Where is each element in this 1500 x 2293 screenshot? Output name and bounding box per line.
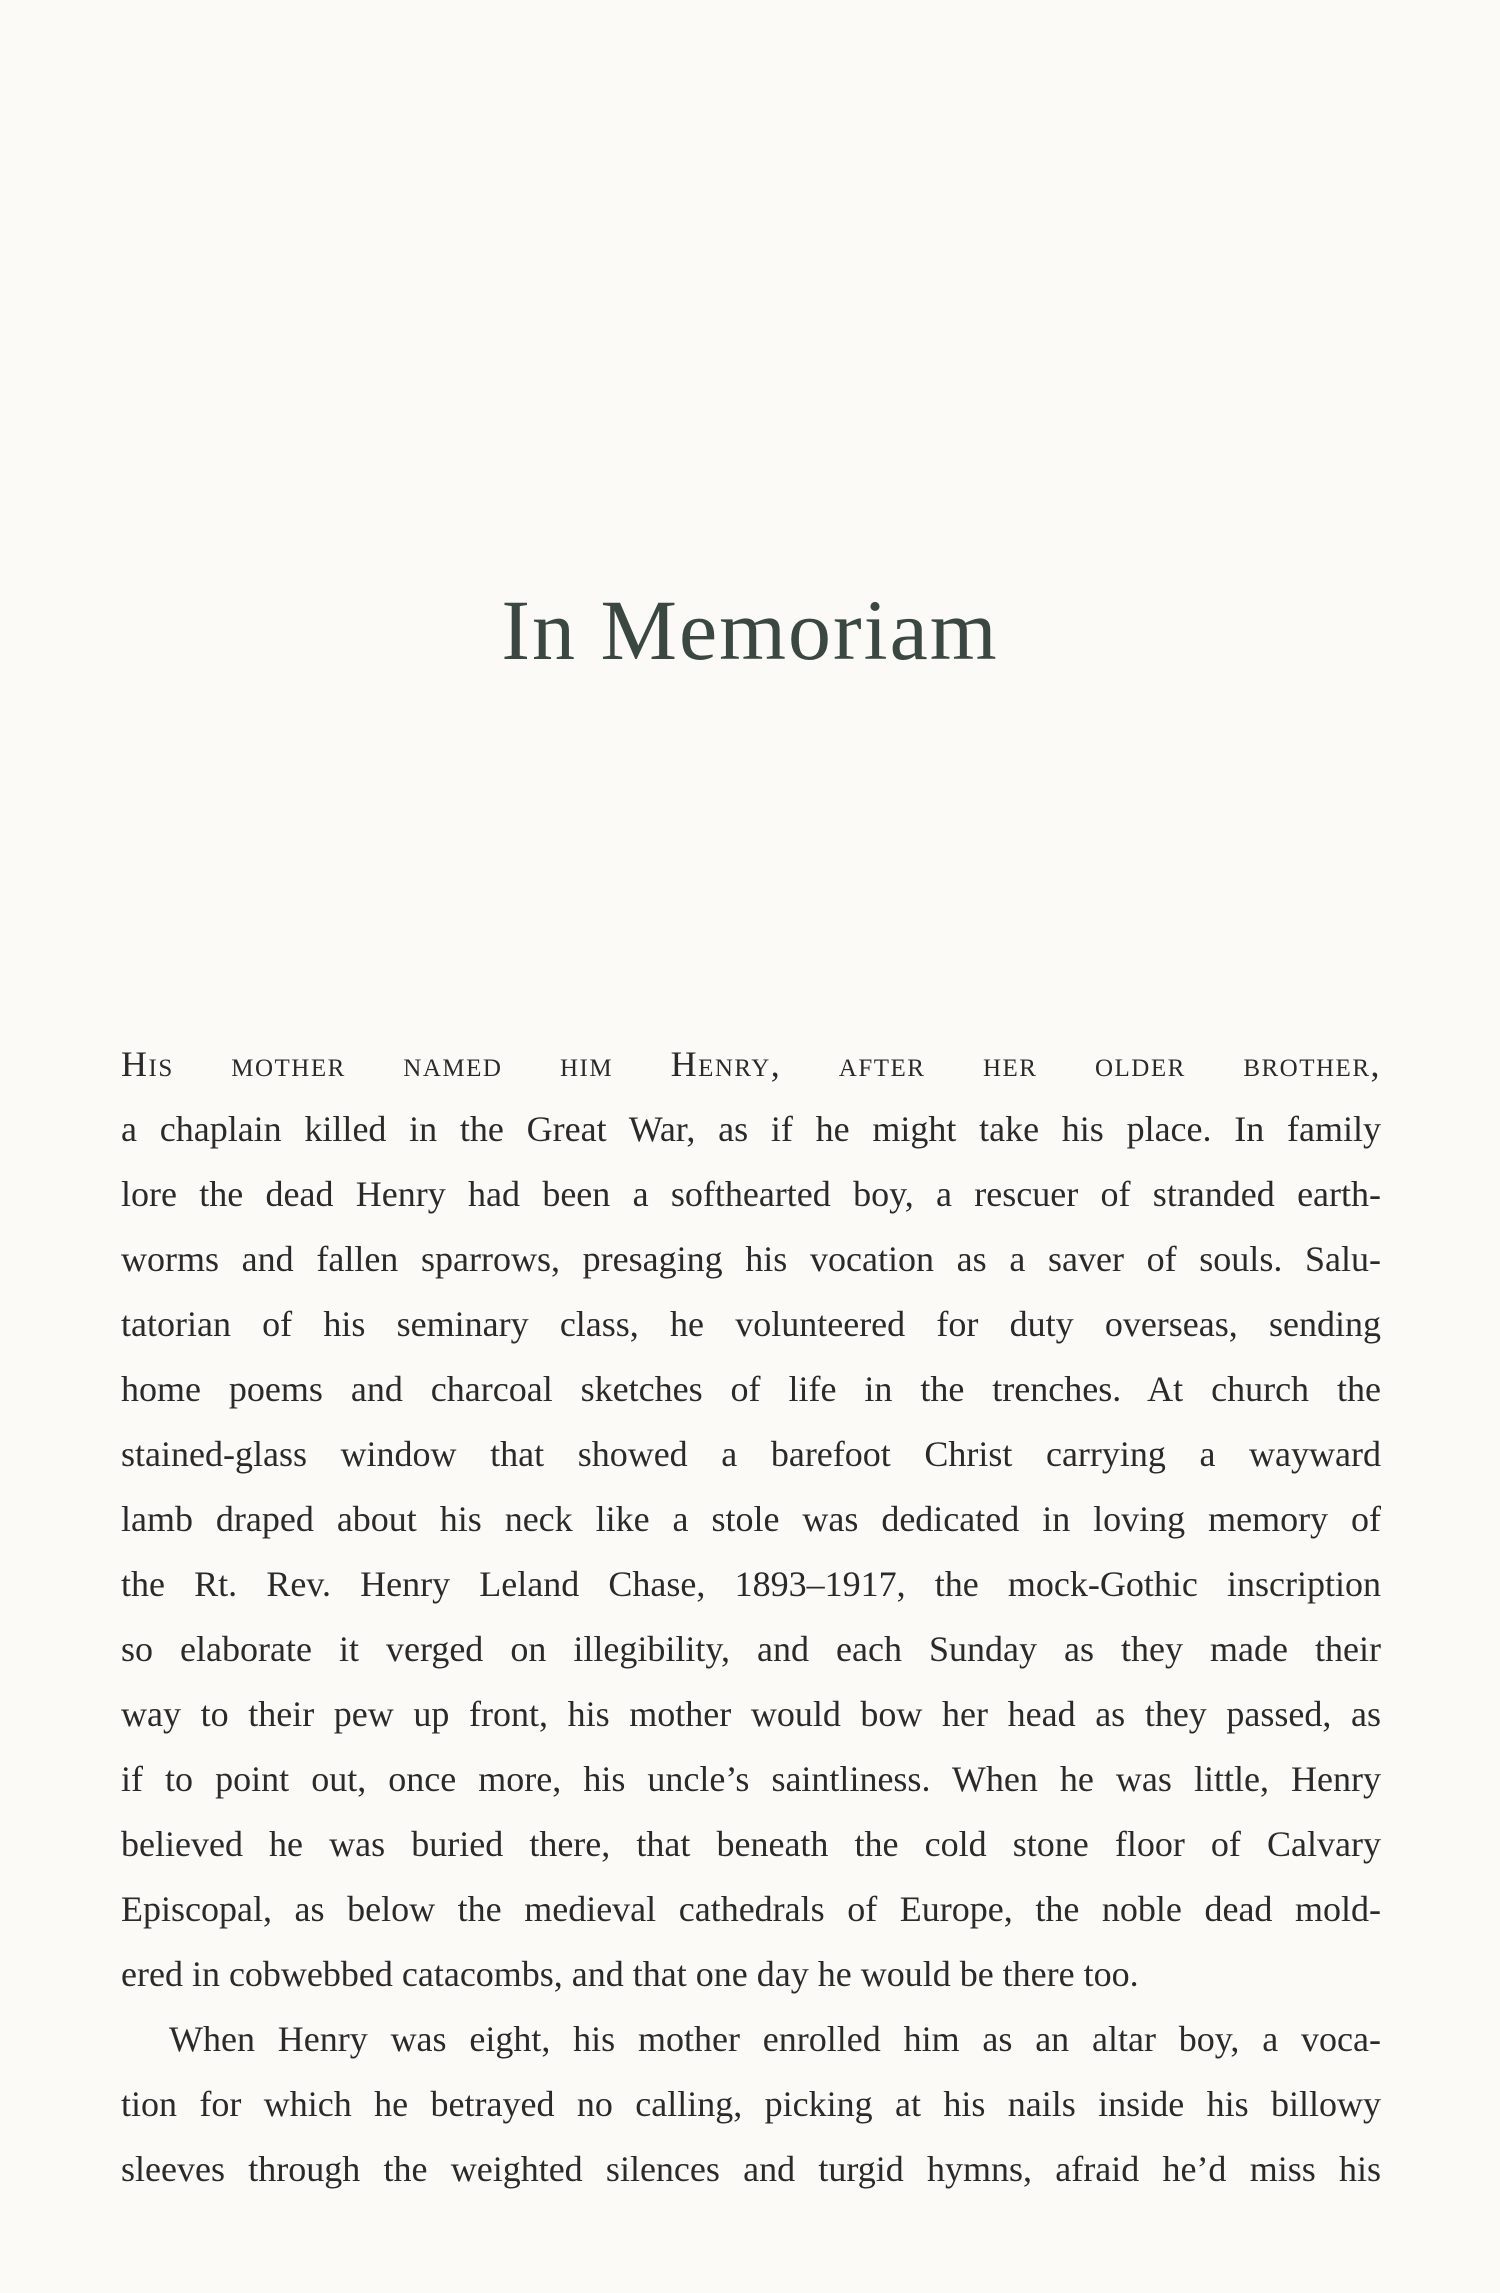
text-line: the Rt. Rev. Henry Leland Chase, 1893–1917, the mock-Gothic inscription xyxy=(121,1564,1381,1604)
paragraph-2-first-line: When Henry was eight, his mother enrolled him as an altar boy, a voca- xyxy=(169,2019,1381,2059)
text-line: a chaplain killed in the Great War, as if he might take his place. In family xyxy=(121,1109,1381,1149)
text-line: if to point out, once more, his uncle’s saintliness. When he was little, Henry xyxy=(121,1759,1381,1799)
text-line: Episcopal, as below the medieval cathedrals of Europe, the noble dead mold- xyxy=(121,1889,1381,1929)
text-line: worms and fallen sparrows, presaging his vocation as a saver of souls. Salu- xyxy=(121,1239,1381,1279)
text-line: tatorian of his seminary class, he volunteered for duty overseas, sending xyxy=(121,1304,1381,1344)
body-text xyxy=(121,1032,1381,2202)
chapter-title: In Memoriam xyxy=(501,582,999,678)
text-line: lamb draped about his neck like a stole was dedicated in loving memory of xyxy=(121,1499,1381,1539)
opening-line-small-caps: His mother named him Henry, after her older brother, xyxy=(121,1044,1381,1084)
text-line: stained-glass window that showed a barefoot Christ carrying a wayward xyxy=(121,1434,1381,1474)
text-line: way to their pew up front, his mother would bow her head as they passed, as xyxy=(121,1694,1381,1734)
text-line: so elaborate it verged on illegibility, and each Sunday as they made their xyxy=(121,1629,1381,1669)
text-line: believed he was buried there, that beneath the cold stone floor of Calvary xyxy=(121,1824,1381,1864)
text-line: lore the dead Henry had been a softhearted boy, a rescuer of stranded earth- xyxy=(121,1174,1381,1214)
text-line: tion for which he betrayed no calling, picking at his nails inside his billowy xyxy=(121,2084,1381,2124)
text-line: home poems and charcoal sketches of life in the trenches. At church the xyxy=(121,1369,1381,1409)
text-line: ered in cobwebbed catacombs, and that one day he would be there too. xyxy=(121,1954,1139,1994)
text-line: sleeves through the weighted silences and turgid hymns, afraid he’d miss his xyxy=(121,2149,1381,2189)
